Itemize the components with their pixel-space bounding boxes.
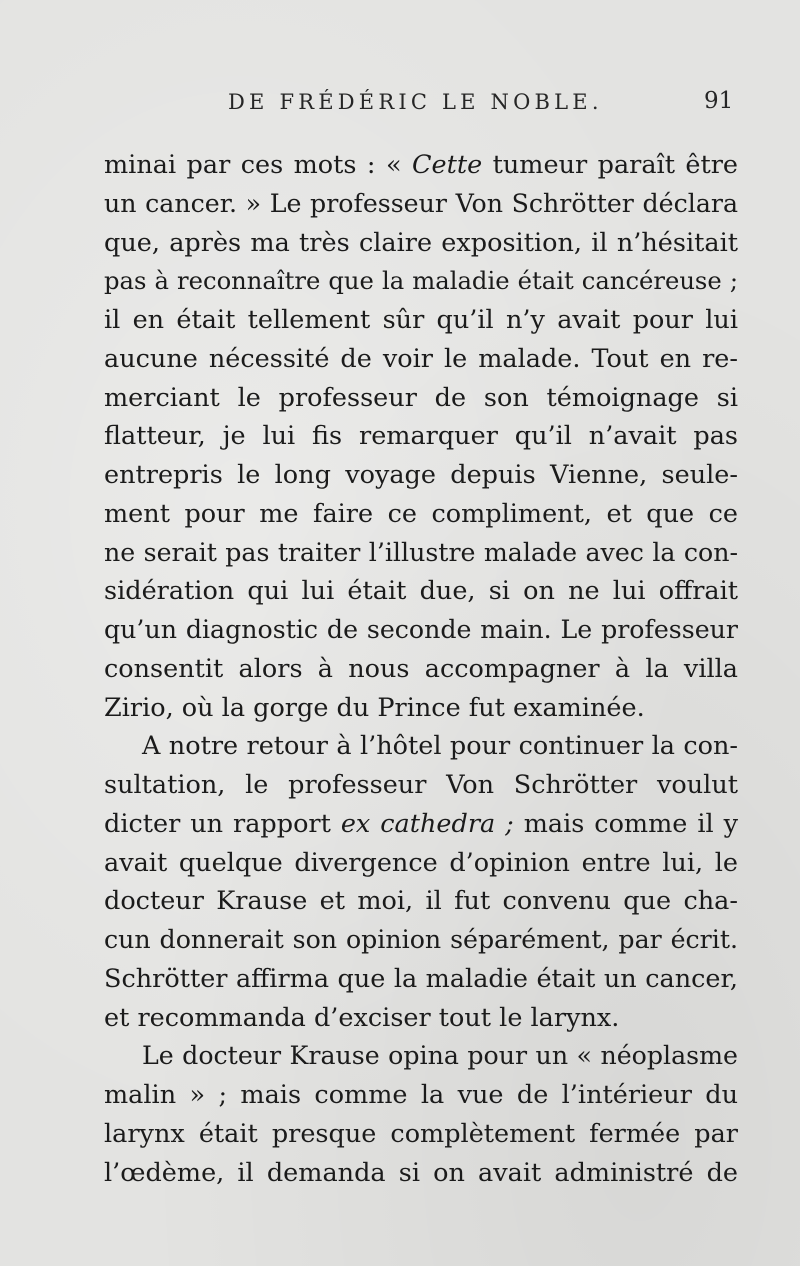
text-line: consentit alors à nous accompagner à la villa <box>104 653 738 684</box>
text-line: ment pour me faire ce compliment, et que ce <box>104 498 738 529</box>
text-line: il en était tellement sûr qu’il n’y avait pour lui <box>104 305 738 335</box>
running-head: DE FRÉDÉRIC LE NOBLE. <box>228 90 603 114</box>
text-line: que, après ma très claire exposition, il n’hésitait <box>104 227 738 258</box>
text-line: un cancer. » Le professeur Von Schrötter déclara <box>104 188 738 218</box>
text-line: sidération qui lui était due, si on ne lui offrait <box>104 576 738 607</box>
paragraph-start-line: Le docteur Krause opina pour un « néoplasme <box>142 1041 738 1071</box>
text-line: pas à reconnaître que la maladie était cancéreuse ; <box>104 266 738 296</box>
italic-phrase: ex cathedra ; <box>340 808 514 839</box>
text-line: l’œdème, il demanda si on avait administré de <box>104 1157 738 1188</box>
text-line: docteur Krause et moi, il fut convenu que cha- <box>104 886 738 917</box>
text-line: entrepris le long voyage depuis Vienne, seule- <box>104 460 738 490</box>
text-line: sultation, le professeur Von Schrötter voulut <box>104 770 738 800</box>
text-line: flatteur, je lui fis remarquer qu’il n’avait pas <box>104 421 738 452</box>
text-line: malin » ; mais comme la vue de l’intérieur du <box>104 1080 738 1110</box>
page-number: 91 <box>704 88 734 114</box>
text-line: minai par ces mots : « Cette tumeur paraît être <box>104 150 738 180</box>
text-line: aucune nécessité de voir le malade. Tout en re- <box>104 343 738 374</box>
text-line: merciant le professeur de son témoignage si <box>104 382 738 413</box>
text-line: cun donnerait son opinion séparément, par écrit. <box>104 925 738 954</box>
body-text <box>104 146 738 1192</box>
text-line: Schrötter affirma que la maladie était un cancer, <box>104 963 738 994</box>
paragraph-end-line: et recommanda d’exciser tout le larynx. <box>104 1002 620 1033</box>
text-line: avait quelque divergence d’opinion entre lui, le <box>104 847 738 878</box>
paragraph-end-line: Zirio, où la gorge du Prince fut examinée. <box>104 692 645 723</box>
text-line: dicter un rapport ex cathedra ; mais comme il y <box>104 808 738 839</box>
italic-word: Cette <box>412 150 483 180</box>
text-line: qu’un diagnostic de seconde main. Le professeur <box>104 615 738 644</box>
text-line: ne serait pas traiter l’illustre malade avec la con- <box>104 537 738 567</box>
paragraph-start-line: A notre retour à l’hôtel pour continuer la con- <box>142 731 738 762</box>
text-line: larynx était presque complètement fermée par <box>104 1118 738 1149</box>
